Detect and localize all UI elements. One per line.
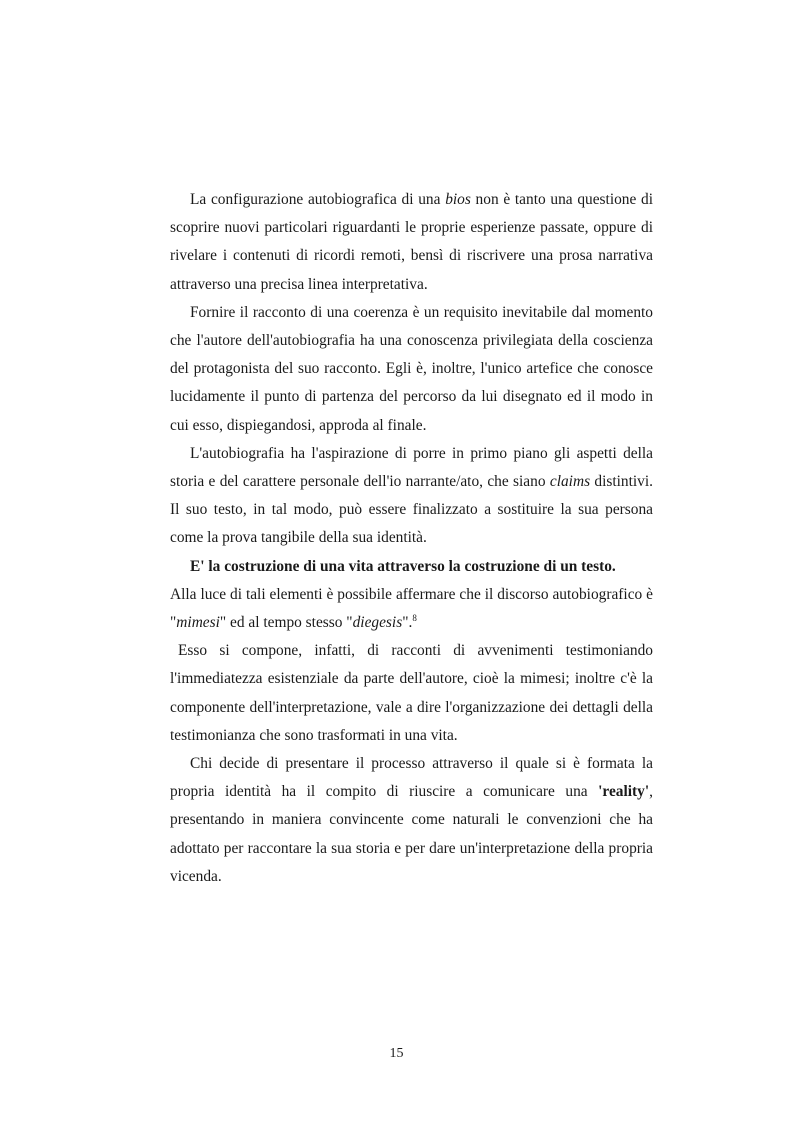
paragraph-7-text-cont: , presentando in maniera convincente come naturali le convenzioni che ha adottato per raccontare la sua storia e per dare un'interpretazione della propria vicenda. — [170, 783, 653, 885]
paragraph-3 — [170, 440, 653, 553]
paragraph-3-italic-term: claims — [549, 473, 591, 491]
paragraph-1-italic-term: bios — [445, 191, 471, 208]
paragraph-7-bold-term: 'reality' — [598, 783, 650, 801]
paragraph-6: Esso si compone, infatti, di racconti di avvenimenti testimoniando l'immediatezza esistenziale da parte dell'autore, cioè la mimesi; inoltre c'è la componente dell'interpretazione, vale a dire l'organizzazione dei dettagli della testimonianza che sono trasformati in una vita. — [170, 642, 653, 744]
bold-statement: E' la costruzione di una vita attraverso la costruzione di un testo. — [190, 557, 616, 575]
paragraph-5-text-end: ". — [402, 614, 413, 632]
body-text — [170, 186, 653, 891]
paragraph-3-text-cont: distintivi. Il suo testo, in tal modo, può essere finalizzato a sostituire la sua persona come la prova tangibile della sua identità. — [170, 473, 653, 547]
paragraph-5-text-mid: " ed al tempo stesso " — [219, 614, 353, 632]
paragraph-7 — [170, 750, 653, 891]
paragraph-5 — [170, 581, 653, 637]
paragraph-1-text-cont: non è tanto una questione di scoprire nuovi particolari riguardanti le proprie esperienze passate, oppure di rivelare i contenuti di ricordi remoti, bensì di riscrivere una prosa narrativa attraverso una precisa linea interpretativa. — [170, 191, 653, 293]
paragraph-1 — [170, 186, 653, 299]
paragraph-2: Fornire il racconto di una coerenza è un requisito inevitabile dal momento che l'autore dell'autobiografia ha una conoscenza privilegiata della coscienza del protagonista del suo racconto. Egli è, inoltre, l'unico artefice che conosce lucidamente il punto di partenza del percorso da lui disegnato ed il modo in cui esso, dispiegandosi, approda al finale. — [170, 303, 653, 434]
footnote-marker[interactable]: 8 — [412, 613, 417, 624]
paragraph-3-text: L'autobiografia ha l'aspirazione di porre in primo piano gli aspetti della storia e del carattere personale dell'io narrante/ato, che siano — [170, 444, 653, 491]
page-number: 15 — [389, 1046, 404, 1061]
paragraph-5-italic-diegesis: diegesis — [352, 614, 403, 632]
paragraph-5-text: Alla luce di tali elementi è possibile affermare che il discorso autobiografico è " — [170, 585, 653, 632]
paragraph-7-text: Chi decide di presentare il processo attraverso il quale si è formata la propria identità ha il compito di riuscire a comunicare una — [170, 755, 653, 801]
paragraph-1-text: La configurazione autobiografica di una — [190, 191, 446, 208]
paragraph-5-italic-mimesi: mimesi — [176, 614, 220, 632]
